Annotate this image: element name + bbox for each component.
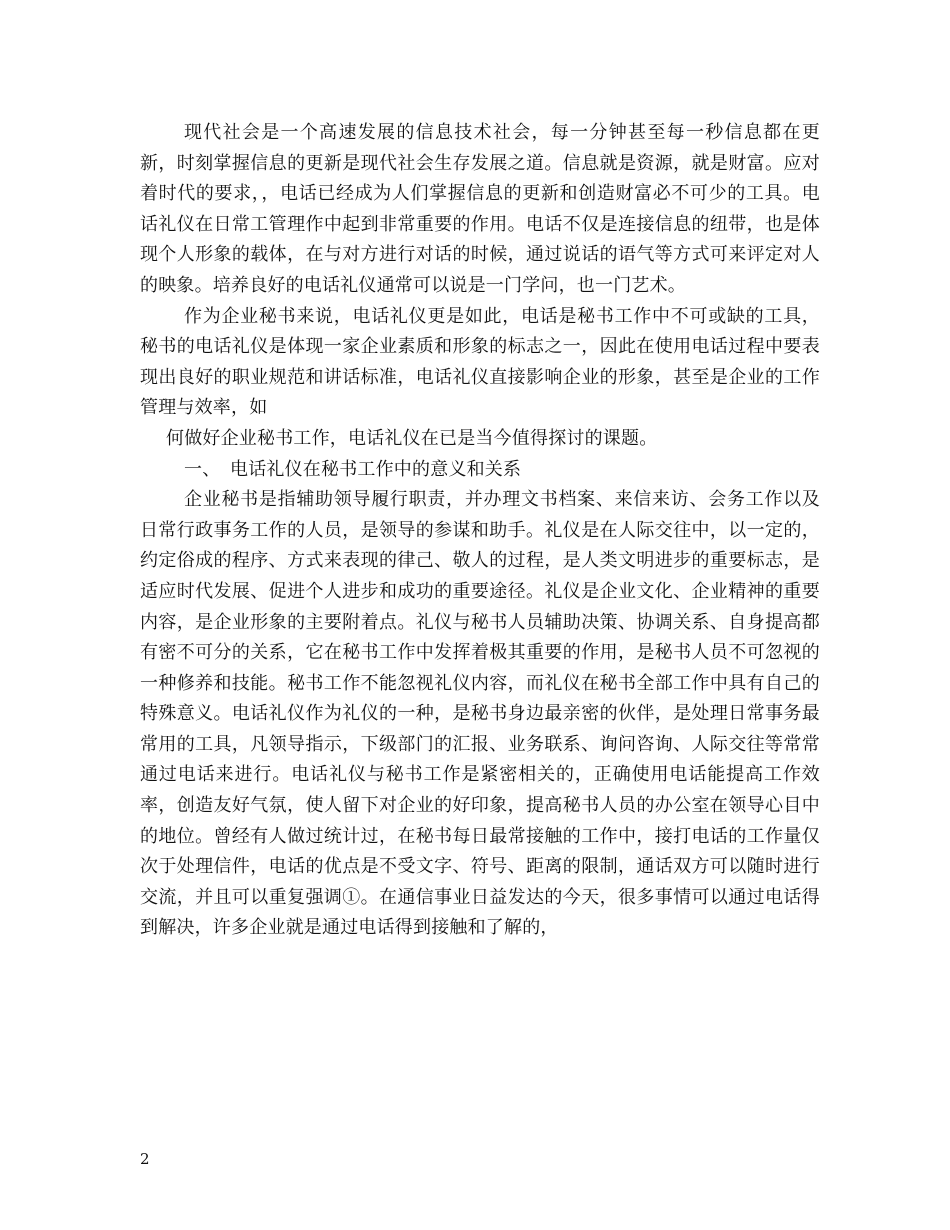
paragraph-significance: 企业秘书是指辅助领导履行职责，并办理文书档案、来信来访、会务工作以及日常行政事务工作的人员，是领导的参谋和助手。礼仪是在人际交往中，以一定的，约定俗成的程序、方式来表现的律己、敬人的过程，是人类文明进步的重要标志，是适应时代发展、促进个人进步和成功的重要途径。礼仪是企业文化、企业精神的重要内容，是企业形象的主要附着点。礼仪与秘书人员辅助决策、协调关系、自身提高都有密不可分的关系，它在秘书工作中发挥着极其重要的作用，是秘书人员不可忽视的一种修养和技能。秘书工作不能忽视礼仪内容，而礼仪在秘书全部工作中具有自己的特殊意义。电话礼仪作为礼仪的一种，是秘书身边最亲密的伙伴，是处理日常事务最常用的工具，凡领导指示，下级部门的汇报、业务联系、询问咨询、人际交往等常常通过电话来进行。电话礼仪与秘书工作是紧密相关的，正确使用电话能提高工作效率，创造友好气氛，使人留下对企业的好印象，提高秘书人员的办公室在领导心目中的地位。曾经有人做过统计过，在秘书每日最常接触的工作中，接打电话的工作量仅次于处理信件，电话的优点是不受文字、符号、距离的限制，通话双方可以随时进行交流，并且可以重复强调①。在通信事业日益发达的今天，很多事情可以通过电话得到解决，许多企业就是通过电话得到接触和了解的， [140,489,820,939]
page-number: 2 [140,1150,150,1168]
section-heading-number: 一、 [184,458,221,480]
paragraph-continuation: 何做好企业秘书工作，电话礼仪在已是当今值得探讨的课题。 [166,427,658,449]
paragraph-intro: 现代社会是一个高速发展的信息技术社会，每一分钟甚至每一秒信息都在更新，时刻掌握信息的更新是现代社会生存发展之道。信息就是资源，就是财富。应对着时代的要求，，电话已经成为人们掌握信息的更新和创造财富必不可少的工具。电话礼仪在日常工管理作中起到非常重要的作用。电话不仅是连接信息的纽带，也是体现个人形象的载体，在与对方进行对话的时候，通过说话的语气等方式可来评定对人的映象。培养良好的电话礼仪通常可以说是一门学问，也一门艺术。 [140,122,820,296]
section-heading-title: 电话礼仪在秘书工作中的意义和关系 [230,458,522,480]
document-body [140,118,820,944]
paragraph-secretary-role: 作为企业秘书来说，电话礼仪更是如此，电话是秘书工作中不可或缺的工具，秘书的电话礼仪是体现一家企业素质和形象的标志之一，因此在使用电话过程中要表现出良好的职业规范和讲话标准，电话礼仪直接影响企业的形象，甚至是企业的工作管理与效率，如 [140,305,820,419]
section-heading [140,455,820,486]
